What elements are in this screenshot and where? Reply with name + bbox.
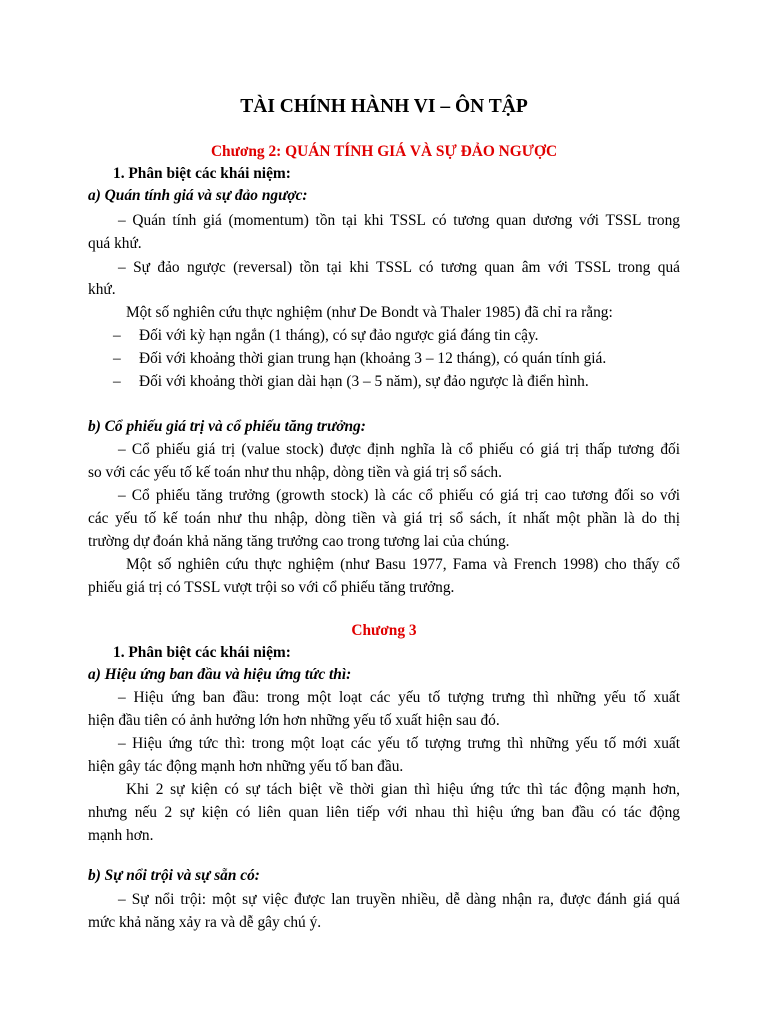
paragraph-line: – Cổ phiếu tăng trưởng (growth stock) là các cổ phiếu có giá trị cao tương đối so với	[118, 487, 680, 504]
chapter-3-part-a-heading: a) Hiệu ứng ban đầu và hiệu ứng tức thì:	[88, 666, 352, 683]
chapter-2-part-b-heading: b) Cổ phiếu giá trị và cổ phiếu tăng trưởng:	[88, 418, 366, 435]
paragraph-line: quá khứ.	[88, 235, 142, 252]
paragraph-line: mạnh hơn.	[88, 827, 154, 844]
bullet-item: Đối với kỳ hạn ngắn (1 tháng), có sự đảo ngược giá đáng tin cậy.	[139, 327, 539, 344]
chapter-3-part-b-heading: b) Sự nổi trội và sự sẵn có:	[88, 867, 260, 884]
paragraph-line: hiện gây tác động mạnh hơn những yếu tố ban đầu.	[88, 758, 404, 775]
paragraph-line: nhưng nếu 2 sự kiện có liên quan liên tiếp với nhau thì hiệu ứng ban đầu có tác động	[88, 804, 680, 821]
paragraph-line: – Cổ phiếu giá trị (value stock) được định nghĩa là cổ phiếu có giá trị thấp tương đối	[118, 441, 680, 458]
paragraph-line: mức khả năng xảy ra và dễ gây chú ý.	[88, 914, 322, 931]
paragraph-line: trường dự đoán khả năng tăng trưởng cao trong tương lai của chúng.	[88, 533, 510, 550]
chapter-2-section-1: 1. Phân biệt các khái niệm:	[113, 165, 291, 182]
paragraph-line: Một số nghiên cứu thực nghiệm (như Basu 1977, Fama và French 1998) cho thấy cổ	[126, 556, 680, 573]
paragraph-line: – Hiệu ứng tức thì: trong một loạt các yếu tố tượng trưng thì những yếu tố mới xuất	[118, 735, 680, 752]
paragraph-line: – Hiệu ứng ban đầu: trong một loạt các yếu tố tượng trưng thì những yếu tố xuất	[118, 689, 680, 706]
bullet-dash: –	[113, 350, 121, 367]
paragraph-line: các yếu tố kế toán như thu nhập, dòng tiền và giá trị sổ sách, ít nhất một phần là do thị	[88, 510, 680, 527]
bullet-item: Đối với khoảng thời gian trung hạn (khoảng 3 – 12 tháng), có quán tính giá.	[139, 350, 607, 367]
bullet-dash: –	[113, 373, 121, 390]
bullet-item: Đối với khoảng thời gian dài hạn (3 – 5 năm), sự đảo ngược là điển hình.	[139, 373, 589, 390]
paragraph-line: – Sự nổi trội: một sự việc được lan truyền nhiều, dễ dàng nhận ra, được đánh giá quá	[118, 891, 680, 908]
chapter-3-heading: Chương 3	[351, 622, 417, 639]
document-title: TÀI CHÍNH HÀNH VI – ÔN TẬP	[240, 96, 528, 117]
chapter-2-part-a-heading: a) Quán tính giá và sự đảo ngược:	[88, 187, 308, 204]
chapter-3-section-1: 1. Phân biệt các khái niệm:	[113, 644, 291, 661]
paragraph-line: hiện đầu tiên có ảnh hưởng lớn hơn những yếu tố xuất hiện sau đó.	[88, 712, 500, 729]
bullet-dash: –	[113, 327, 121, 344]
paragraph-line: – Sự đảo ngược (reversal) tồn tại khi TSSL có tương quan âm với TSSL trong quá	[118, 259, 680, 276]
paragraph-line: so với các yếu tố kế toán như thu nhập, dòng tiền và giá trị sổ sách.	[88, 464, 502, 481]
paragraph-line: Một số nghiên cứu thực nghiệm (như De Bondt và Thaler 1985) đã chỉ ra rằng:	[126, 304, 613, 321]
paragraph-line: Khi 2 sự kiện có sự tách biệt về thời gian thì hiệu ứng tức thì tác động mạnh hơn,	[126, 781, 680, 798]
chapter-2-heading: Chương 2: QUÁN TÍNH GIÁ VÀ SỰ ĐẢO NGƯỢC	[210, 143, 558, 160]
paragraph-line: – Quán tính giá (momentum) tồn tại khi TSSL có tương quan dương với TSSL trong	[118, 212, 680, 229]
paragraph-line: khứ.	[88, 281, 116, 298]
paragraph-line: phiếu giá trị có TSSL vượt trội so với cổ phiếu tăng trưởng.	[88, 579, 455, 596]
